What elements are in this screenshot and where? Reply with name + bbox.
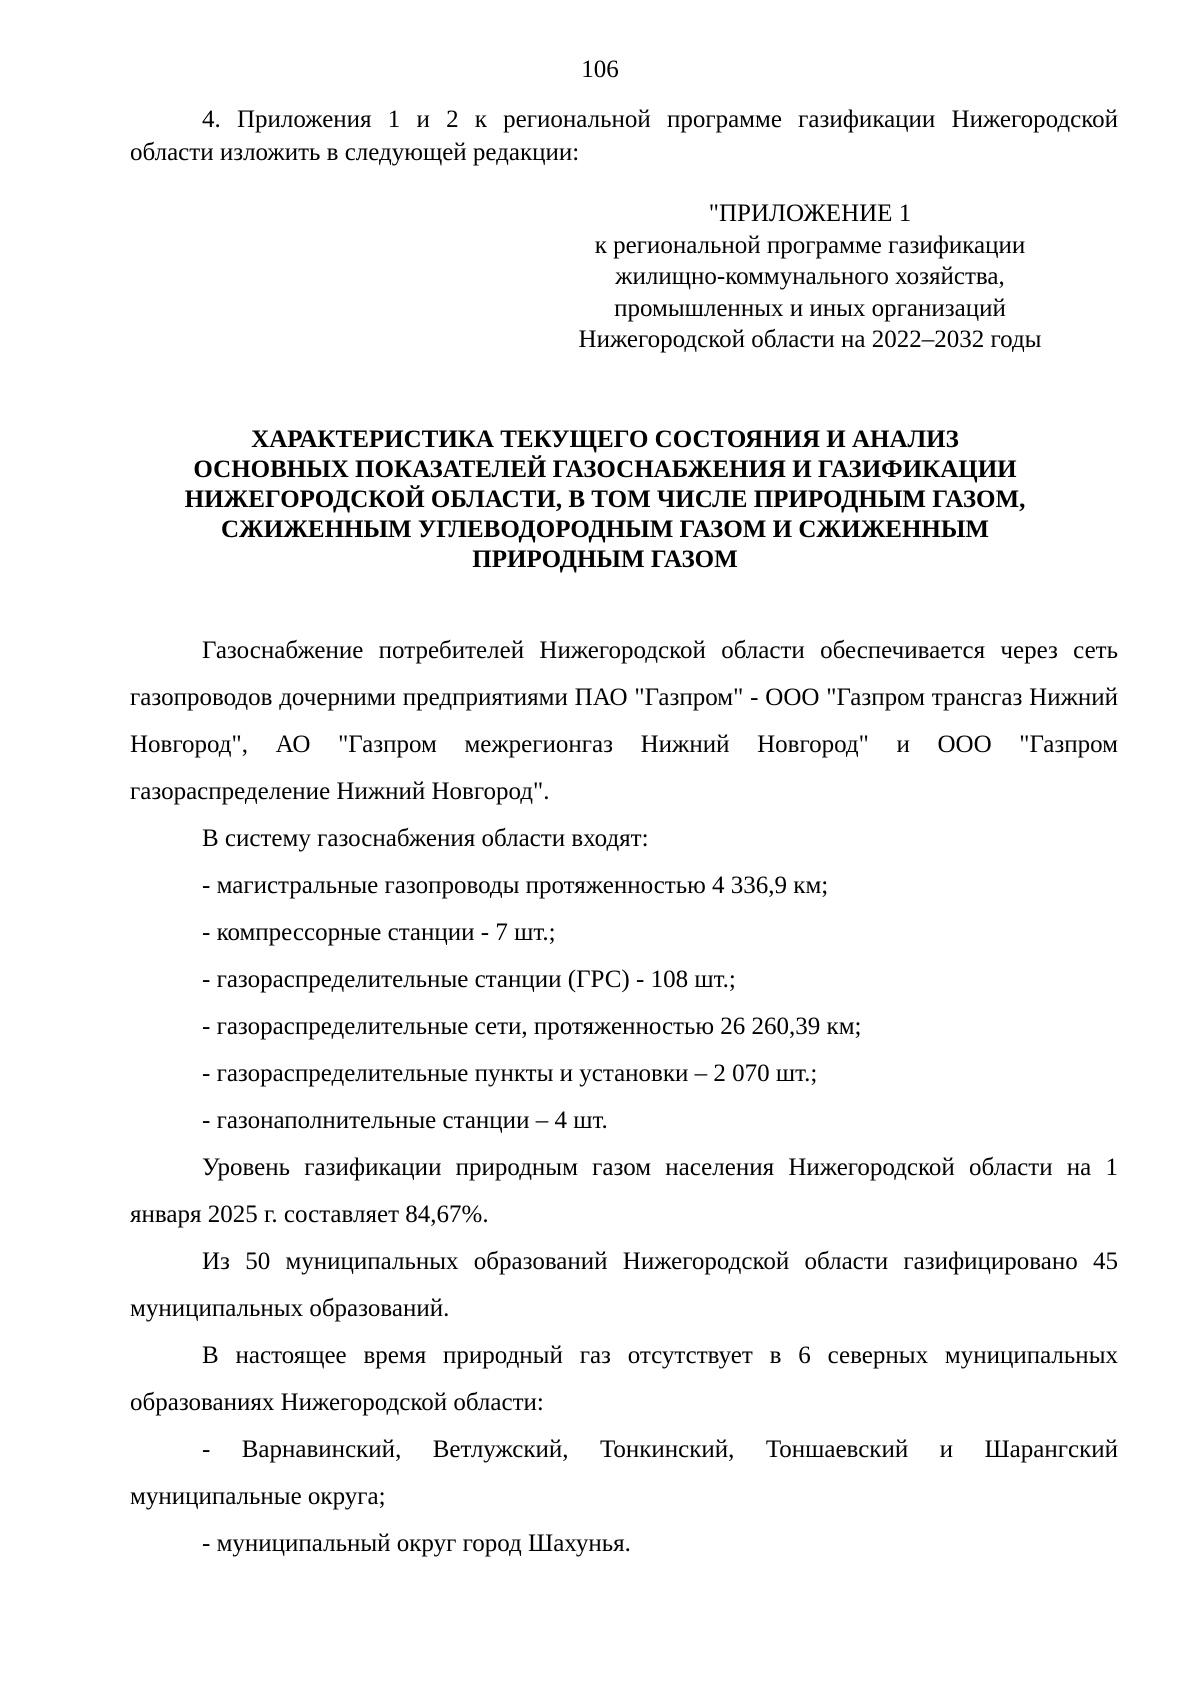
appendix-line: Нижегородской области на 2022–2032 годы: [578, 326, 1042, 353]
section-title: [110, 425, 1100, 575]
appendix-line: жилищно-коммунального хозяйства,: [615, 263, 1005, 290]
list-item: - муниципальный округ город Шахунья.: [202, 1530, 631, 1557]
list-item: - газораспределительные сети, протяженностью 26 260,39 км;: [202, 1013, 862, 1040]
intro-paragraph: 4. Приложения 1 и 2 к региональной программе газификации Нижегородской области изложить в следующей редакции:: [130, 106, 1118, 166]
title-line: НИЖЕГОРОДСКОЙ ОБЛАСТИ, В ТОМ ЧИСЛЕ ПРИРОДНЫМ ГАЗОМ,: [184, 486, 1026, 513]
list-item: - газораспределительные пункты и установки – 2 070 шт.;: [202, 1060, 818, 1087]
body-paragraph: Из 50 муниципальных образований Нижегородской области газифицировано 45 муниципальных образований.: [130, 1248, 1118, 1322]
body-paragraph: В систему газоснабжения области входят:: [202, 825, 649, 852]
title-line: ПРИРОДНЫМ ГАЗОМ: [472, 546, 738, 573]
appendix-line: "ПРИЛОЖЕНИЕ 1: [708, 200, 912, 227]
list-item: - газонаполнительные станции – 4 шт.: [202, 1107, 608, 1134]
body-paragraph: Газоснабжение потребителей Нижегородской области обеспечивается через сеть газопроводов дочерними предприятиями ПАО "Газпром" - ООО "Газпром трансгаз Нижний Новгород", АО "Газпром межрегионгаз Нижний Новгород" и ООО "Газпром газораспределение Нижний Новгород".: [130, 637, 1118, 805]
list-item: - компрессорные станции - 7 шт.;: [202, 919, 556, 946]
body-text: [130, 627, 1118, 1567]
list-item: - газораспределительные станции (ГРС) - 108 шт.;: [202, 966, 736, 993]
appendix-line: промышленных и иных организаций: [614, 294, 1006, 322]
body-paragraph: Уровень газификации природным газом населения Нижегородской области на 1 января 2025 г. составляет 84,67%.: [130, 1154, 1118, 1228]
appendix-line: к региональной программе газификации: [594, 231, 1026, 259]
title-line: ОСНОВНЫХ ПОКАЗАТЕЛЕЙ ГАЗОСНАБЖЕНИЯ И ГАЗИФИКАЦИИ: [193, 456, 1017, 483]
body-paragraph: В настоящее время природный газ отсутствует в 6 северных муниципальных образованиях Нижегородской области:: [130, 1342, 1118, 1416]
page-number: 106: [581, 56, 619, 83]
title-line: СЖИЖЕННЫМ УГЛЕВОДОРОДНЫМ ГАЗОМ И СЖИЖЕННЫМ: [220, 516, 990, 543]
list-item: - магистральные газопроводы протяженностью 4 336,9 км;: [202, 872, 829, 899]
list-item: - Варнавинский, Ветлужский, Тонкинский, Тоншаевский и Шарангский муниципальные округа;: [130, 1436, 1118, 1510]
appendix-header: [540, 198, 1080, 356]
title-line: ХАРАКТЕРИСТИКА ТЕКУЩЕГО СОСТОЯНИЯ И АНАЛИЗ: [251, 426, 959, 453]
